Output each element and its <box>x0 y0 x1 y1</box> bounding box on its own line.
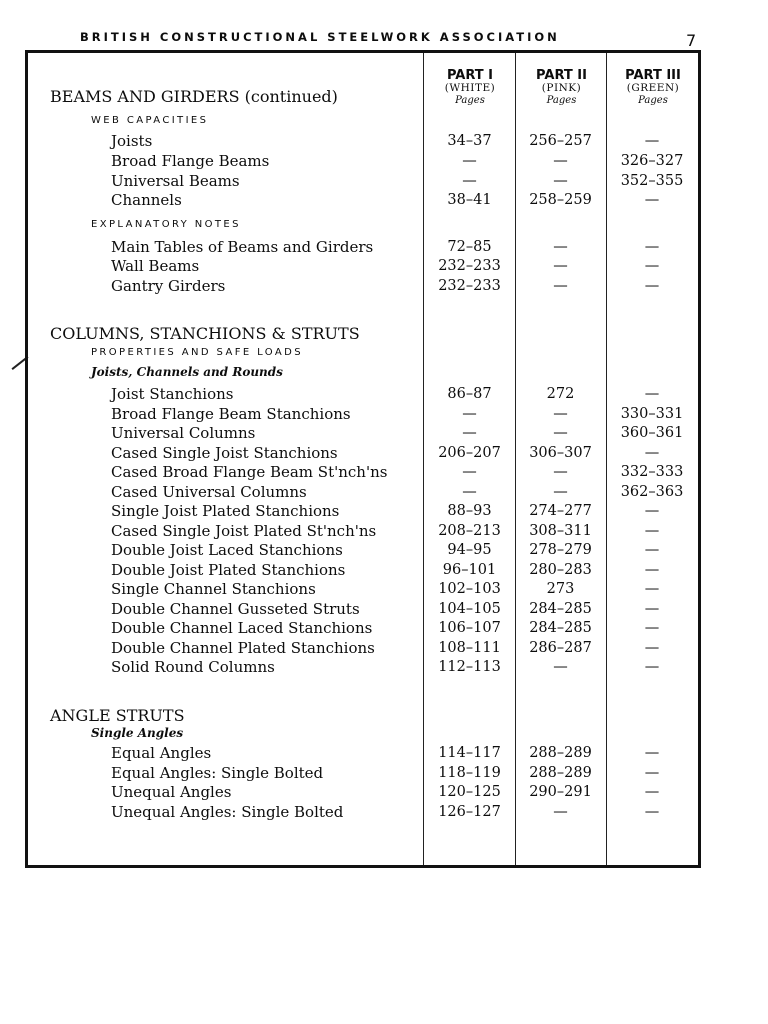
page-ref-part-1: 88–93 <box>447 503 492 519</box>
page-ref-part-3: — <box>644 542 660 558</box>
section-heading <box>50 706 185 725</box>
row-text: Solid Round Columns <box>111 658 275 676</box>
page-ref-part-3: 332–333 <box>620 464 684 480</box>
entry-label <box>111 783 231 801</box>
row-text: ANGLE STRUTS <box>50 706 185 725</box>
page-ref-part-3: — <box>644 239 660 255</box>
page-ref-part-3: — <box>644 659 660 675</box>
row-text: Wall Beams <box>111 257 200 275</box>
page-ref-part-3: — <box>644 745 660 761</box>
page-ref-part-3: 352–355 <box>620 173 684 189</box>
entry-label <box>111 257 199 275</box>
page-ref-part-1: 120–125 <box>438 784 501 800</box>
page-ref-part-1: — <box>462 425 477 441</box>
page-ref-part-1: 86–87 <box>447 386 492 402</box>
page-ref-part-2: — <box>553 278 568 294</box>
row-text: Double Channel Plated Stanchions <box>111 639 375 657</box>
entry-label <box>111 561 345 579</box>
page-ref-part-1: 208–213 <box>438 523 501 539</box>
entry-label <box>111 619 372 637</box>
entry-label <box>111 744 211 762</box>
entry-label <box>111 580 316 598</box>
page-ref-part-1: 232–233 <box>438 278 501 294</box>
entry-label <box>111 502 339 520</box>
row-text: Joist Stanchions <box>111 385 234 403</box>
row-text: Double Channel Laced Stanchions <box>111 619 373 637</box>
page-ref-part-2: 288–289 <box>529 765 592 781</box>
entry-label <box>111 483 307 501</box>
column-header-part-2: PART II (PINK) Pages <box>536 68 587 106</box>
subsection-heading <box>91 219 241 230</box>
column-header-part-3: PART III (GREEN) Pages <box>625 68 681 106</box>
column-rule <box>606 53 607 865</box>
page-ref-part-1: — <box>462 153 477 169</box>
column-rule <box>423 53 424 865</box>
row-text: Single Channel Stanchions <box>111 580 316 598</box>
page-ref-part-1: 118–119 <box>438 765 501 781</box>
subsection-heading <box>91 365 283 379</box>
page-ref-part-1: 72–85 <box>447 239 492 255</box>
page-ref-part-3: — <box>644 804 660 820</box>
page-ref-part-3: — <box>644 133 660 149</box>
entry-label <box>111 803 343 821</box>
page-ref-part-3: — <box>644 386 660 402</box>
page-ref-part-1: 108–111 <box>438 640 501 656</box>
index-table <box>25 50 701 868</box>
page-ref-part-1: 106–107 <box>438 620 501 636</box>
row-text: COLUMNS, STANCHIONS & STRUTS <box>50 324 360 343</box>
page-ref-part-2: — <box>553 425 568 441</box>
row-text: Double Joist Plated Stanchions <box>111 561 346 579</box>
row-text: Cased Single Joist Stanchions <box>111 444 338 462</box>
entry-label <box>111 277 225 295</box>
row-text: Broad Flange Beam Stanchions <box>111 405 351 423</box>
subsection-heading <box>91 115 208 126</box>
page-ref-part-2: — <box>553 258 568 274</box>
row-text: Joists, Channels and Rounds <box>91 365 283 379</box>
page-ref-part-1: 104–105 <box>438 601 501 617</box>
row-text: Equal Angles: Single Bolted <box>111 764 324 782</box>
page-ref-part-3: — <box>644 640 660 656</box>
page-number: 7 <box>686 31 697 50</box>
subsection-heading <box>91 726 183 740</box>
page-ref-part-1: — <box>462 173 477 189</box>
page-ref-part-2: 272 <box>546 386 575 402</box>
entry-label <box>111 385 234 403</box>
row-text: PROPERTIES AND SAFE LOADS <box>91 347 303 358</box>
entry-label <box>111 238 373 256</box>
page-ref-part-3: 360–361 <box>620 425 684 441</box>
page-ref-part-2: — <box>553 484 568 500</box>
row-text: Unequal Angles: Single Bolted <box>111 803 344 821</box>
page-ref-part-2: — <box>553 239 568 255</box>
page-ref-part-2: — <box>553 464 568 480</box>
entry-label <box>111 191 182 209</box>
page-ref-part-1: 232–233 <box>438 258 501 274</box>
page-ref-part-1: 94–95 <box>447 542 492 558</box>
page-ref-part-1: 102–103 <box>438 581 501 597</box>
page-ref-part-1: — <box>462 464 477 480</box>
page-ref-part-2: 256–257 <box>529 133 592 149</box>
page-ref-part-2: 273 <box>546 581 575 597</box>
column-header-part-1: PART I (WHITE) Pages <box>444 68 496 106</box>
page-ref-part-3: — <box>644 503 660 519</box>
page-ref-part-2: 288–289 <box>529 745 592 761</box>
page-ref-part-3: — <box>644 784 660 800</box>
page-ref-part-2: 284–285 <box>529 601 592 617</box>
page-ref-part-2: 280–283 <box>529 562 592 578</box>
page-ref-part-3: — <box>644 445 660 461</box>
page-ref-part-3: — <box>644 258 660 274</box>
row-text: Channels <box>111 191 182 209</box>
page-ref-part-1: 96–101 <box>442 562 497 578</box>
row-text: Double Channel Gusseted Struts <box>111 600 360 618</box>
page-ref-part-3: — <box>644 192 660 208</box>
page-ref-part-1: 206–207 <box>438 445 501 461</box>
page-ref-part-2: 278–279 <box>529 542 592 558</box>
running-head: BRITISH CONSTRUCTIONAL STEELWORK ASSOCIATION <box>80 30 560 44</box>
row-text: Main Tables of Beams and Girders <box>111 238 374 256</box>
subsection-heading <box>91 347 303 358</box>
row-text: Cased Single Joist Plated St'nch'ns <box>111 522 377 540</box>
page-ref-part-1: 114–117 <box>438 745 501 761</box>
entry-label <box>111 658 275 676</box>
section-note: (continued) <box>244 87 338 106</box>
row-text: Joists <box>111 132 153 150</box>
page-ref-part-2: — <box>553 659 568 675</box>
page-ref-part-3: — <box>644 620 660 636</box>
row-text: Broad Flange Beams <box>111 152 270 170</box>
row-text: Cased Broad Flange Beam St'nch'ns <box>111 463 388 481</box>
entry-label <box>111 424 255 442</box>
entry-label <box>111 764 323 782</box>
entry-label <box>111 639 375 657</box>
page-ref-part-1: — <box>462 484 477 500</box>
page-ref-part-2: 306–307 <box>529 445 592 461</box>
page-ref-part-1: 38–41 <box>447 192 492 208</box>
entry-label <box>111 172 240 190</box>
row-text: Double Joist Laced Stanchions <box>111 541 343 559</box>
page-ref-part-3: 326–327 <box>620 153 684 169</box>
page-ref-part-2: 290–291 <box>529 784 592 800</box>
row-text: Universal Beams <box>111 172 240 190</box>
row-text: Single Angles <box>91 726 184 740</box>
row-text: EXPLANATORY NOTES <box>91 219 241 230</box>
page-ref-part-2: 284–285 <box>529 620 592 636</box>
page-ref-part-1: — <box>462 406 477 422</box>
row-text: Single Joist Plated Stanchions <box>111 502 340 520</box>
entry-label <box>111 541 343 559</box>
page-ref-part-3: — <box>644 562 660 578</box>
page-ref-part-3: 362–363 <box>620 484 684 500</box>
entry-label <box>111 600 360 618</box>
entry-label <box>111 132 152 150</box>
page-ref-part-3: — <box>644 581 660 597</box>
row-text: BEAMS AND GIRDERS <box>50 87 240 106</box>
page-ref-part-2: — <box>553 173 568 189</box>
row-text: Gantry Girders <box>111 277 226 295</box>
entry-label <box>111 152 269 170</box>
page-ref-part-2: — <box>553 406 568 422</box>
page-ref-part-3: — <box>644 278 660 294</box>
entry-label <box>111 522 376 540</box>
row-text: WEB CAPACITIES <box>91 115 209 126</box>
page-ref-part-2: — <box>553 153 568 169</box>
entry-label <box>111 405 351 423</box>
row-text: Equal Angles <box>111 744 212 762</box>
page-ref-part-2: 258–259 <box>529 192 592 208</box>
page-ref-part-3: — <box>644 523 660 539</box>
page-ref-part-3: 330–331 <box>620 406 684 422</box>
row-text: Universal Columns <box>111 424 256 442</box>
entry-label <box>111 444 338 462</box>
page-ref-part-1: 112–113 <box>438 659 501 675</box>
entry-label <box>111 463 387 481</box>
page-ref-part-3: — <box>644 765 660 781</box>
page-ref-part-1: 34–37 <box>447 133 492 149</box>
page-ref-part-3: — <box>644 601 660 617</box>
page-ref-part-2: — <box>553 804 568 820</box>
row-text: Cased Universal Columns <box>111 483 307 501</box>
page-ref-part-2: 286–287 <box>529 640 592 656</box>
page-ref-part-1: 126–127 <box>438 804 501 820</box>
section-heading <box>50 87 338 106</box>
section-heading <box>50 324 360 343</box>
page-ref-part-2: 308–311 <box>529 523 592 539</box>
row-text: Unequal Angles <box>111 783 232 801</box>
page-ref-part-2: 274–277 <box>529 503 592 519</box>
